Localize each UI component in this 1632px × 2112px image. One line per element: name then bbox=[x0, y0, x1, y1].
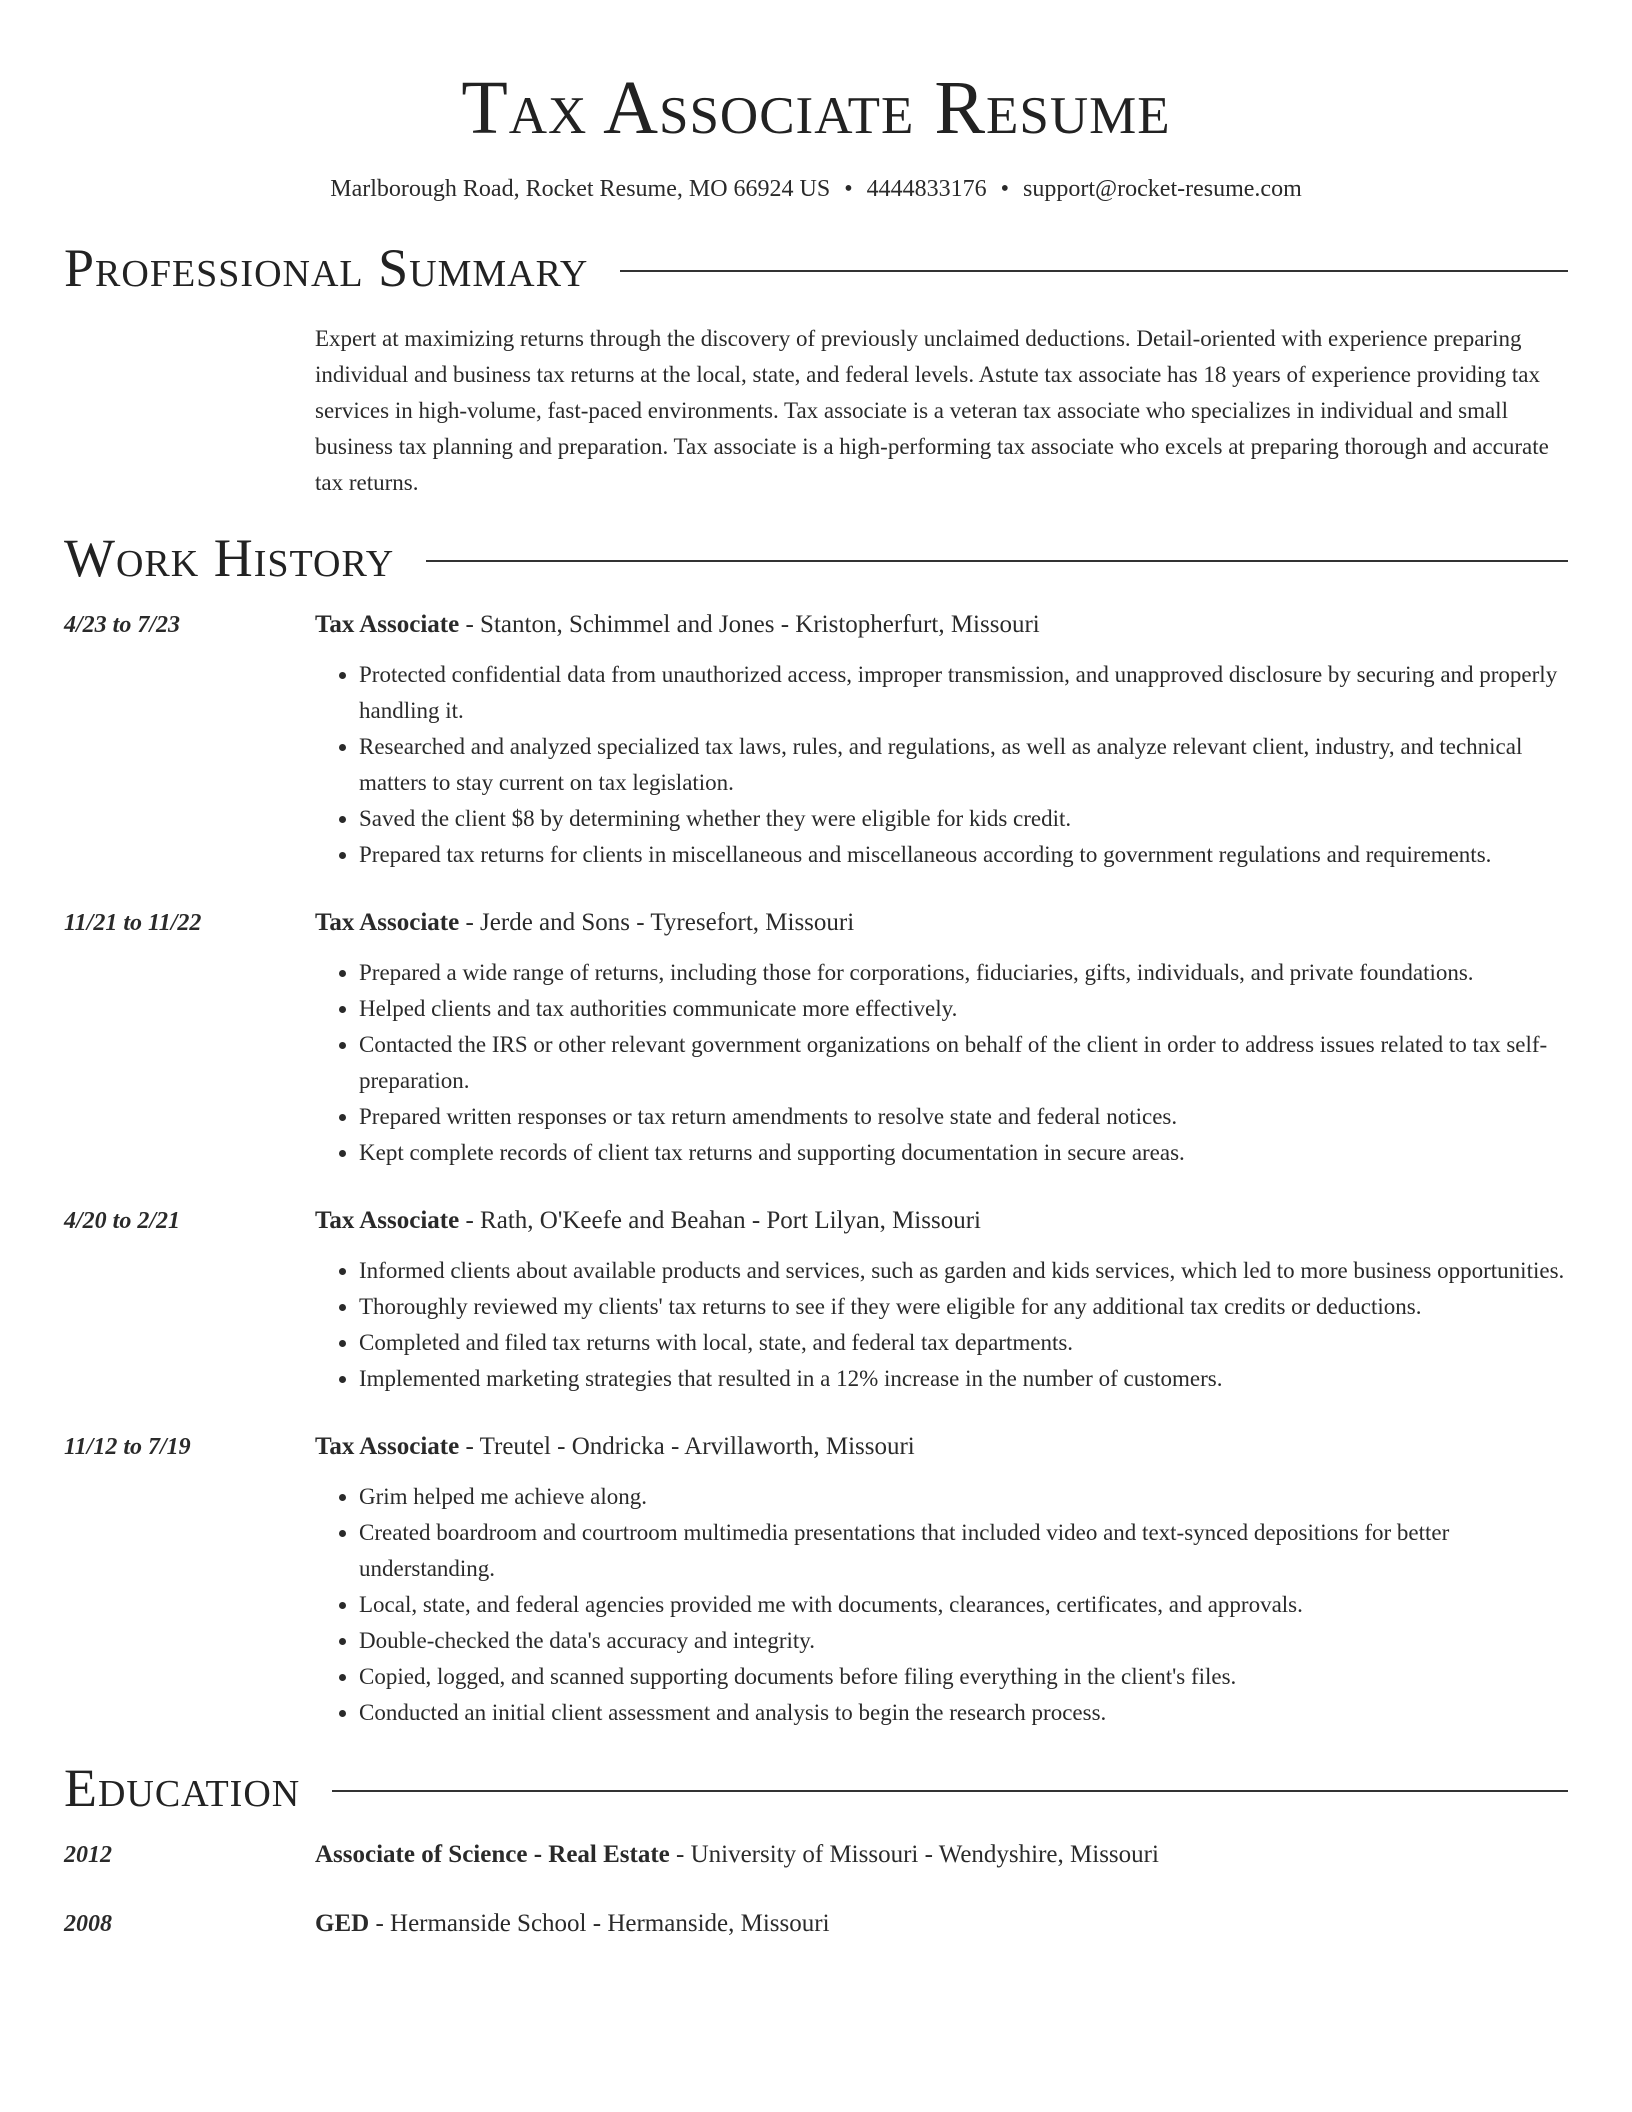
job-title: Tax Associate bbox=[315, 1433, 460, 1460]
job-bullet: • Copied, logged, and scanned supporting documents before filing everything in the client's files. bbox=[359, 1659, 1568, 1695]
job-heading bbox=[315, 1203, 1568, 1239]
job-bullet: • Helped clients and tax authorities communicate more effectively. bbox=[359, 991, 1568, 1027]
job-dates: 11/21 to 11/22 bbox=[64, 910, 202, 936]
job-bullet: • Created boardroom and courtroom multimedia presentations that included video and text-synced depositions for better understanding. bbox=[359, 1515, 1568, 1587]
job-details: - Treutel - Ondricka - Arvillaworth, Missouri bbox=[459, 1433, 915, 1460]
job-bullet: • Double-checked the data's accuracy and integrity. bbox=[359, 1623, 1568, 1659]
job-bullets bbox=[315, 1253, 1568, 1397]
summary-heading: Professional Summary bbox=[64, 238, 589, 298]
job-bullet: • Saved the client $8 by determining whether they were eligible for kids credit. bbox=[359, 801, 1568, 837]
section-divider bbox=[620, 270, 1568, 272]
job-bullets bbox=[315, 955, 1568, 1171]
work-section-header bbox=[64, 528, 1568, 588]
job-body bbox=[315, 1429, 1568, 1731]
contact-line bbox=[64, 176, 1568, 203]
job-heading bbox=[315, 607, 1568, 643]
job-bullets bbox=[315, 657, 1568, 873]
resume-title: Tax Associate Resume bbox=[461, 66, 1171, 150]
job-bullet: • Protected confidential data from unauthorized access, improper transmission, and unapproved disclosure by securing and properly handling it. bbox=[359, 657, 1568, 729]
job-bullet: • Informed clients about available products and services, such as garden and kids services, which led to more business opportunities. bbox=[359, 1253, 1568, 1289]
job-bullet: • Researched and analyzed specialized tax laws, rules, and regulations, as well as analyze relevant client, industry, and technical matters to stay current on tax legislation. bbox=[359, 729, 1568, 801]
education-section-header bbox=[64, 1758, 1568, 1818]
job-title: Tax Associate bbox=[315, 909, 460, 936]
education-heading: Education bbox=[64, 1758, 301, 1818]
job-title: Tax Associate bbox=[315, 1207, 460, 1234]
education-body bbox=[315, 1906, 1568, 1942]
job-dates: 4/20 to 2/21 bbox=[64, 1208, 181, 1234]
job-entry bbox=[64, 1203, 1568, 1397]
education-degree: GED bbox=[315, 1910, 370, 1937]
job-entry bbox=[64, 905, 1568, 1171]
section-divider bbox=[332, 1790, 1568, 1792]
summary-text: Expert at maximizing returns through the discovery of previously unclaimed deductions. Detail-oriented with experience preparing individual and business tax returns at the local, state, and federal levels. Astute tax associate has 18 years of experience providing tax services in high-volume, fast-paced environments. Tax associate is a veteran tax associate who specializes in individual and small business tax planning and preparation. Tax associate is a high-performing tax associate who excels at preparing thorough and accurate tax returns. bbox=[315, 326, 1549, 495]
education-heading-line bbox=[315, 1837, 1568, 1873]
job-bullet: • Kept complete records of client tax returns and supporting documentation in secure areas. bbox=[359, 1135, 1568, 1171]
section-divider bbox=[426, 560, 1568, 562]
job-bullet: • Local, state, and federal agencies provided me with documents, clearances, certificates, and approvals. bbox=[359, 1587, 1568, 1623]
work-heading: Work History bbox=[64, 528, 395, 588]
job-bullet: • Conducted an initial client assessment and analysis to begin the research process. bbox=[359, 1695, 1568, 1731]
job-body bbox=[315, 1203, 1568, 1397]
job-body bbox=[315, 905, 1568, 1171]
education-year: 2008 bbox=[64, 1911, 112, 1937]
job-dates: 11/12 to 7/19 bbox=[64, 1434, 191, 1460]
contact-separator: • bbox=[844, 176, 853, 202]
job-details: - Stanton, Schimmel and Jones - Kristopherfurt, Missouri bbox=[459, 611, 1040, 638]
work-history-list bbox=[64, 607, 1568, 1731]
job-bullet: • Prepared a wide range of returns, including those for corporations, fiduciaries, gifts, individuals, and private foundations. bbox=[359, 955, 1568, 991]
contact-email: support@rocket-resume.com bbox=[1023, 176, 1302, 202]
job-bullet: • Implemented marketing strategies that resulted in a 12% increase in the number of customers. bbox=[359, 1361, 1568, 1397]
education-body bbox=[315, 1837, 1568, 1873]
job-entry bbox=[64, 607, 1568, 873]
education-year: 2012 bbox=[64, 1842, 112, 1868]
job-entry bbox=[64, 1429, 1568, 1731]
contact-separator: • bbox=[1000, 176, 1010, 202]
job-bullet: • Thoroughly reviewed my clients' tax returns to see if they were eligible for any additional tax credits or deductions. bbox=[359, 1289, 1568, 1325]
job-bullet: • Grim helped me achieve along. bbox=[359, 1479, 1568, 1515]
education-heading-line bbox=[315, 1906, 1568, 1942]
job-bullet: • Prepared tax returns for clients in miscellaneous and miscellaneous according to government regulations and requirements. bbox=[359, 837, 1568, 873]
education-list bbox=[64, 1837, 1568, 1942]
job-bullet: • Completed and filed tax returns with local, state, and federal tax departments. bbox=[359, 1325, 1568, 1361]
job-bullet: • Contacted the IRS or other relevant government organizations on behalf of the client in order to address issues related to tax self-preparation. bbox=[359, 1027, 1568, 1099]
job-bullets bbox=[315, 1479, 1568, 1731]
job-bullet: • Prepared written responses or tax return amendments to resolve state and federal notices. bbox=[359, 1099, 1568, 1135]
education-degree: Associate of Science - Real Estate bbox=[315, 1841, 670, 1868]
summary-section-header bbox=[64, 238, 1568, 298]
education-details: - University of Missouri - Wendyshire, Missouri bbox=[669, 1841, 1159, 1868]
job-details: - Jerde and Sons - Tyresefort, Missouri bbox=[459, 909, 855, 936]
education-entry bbox=[64, 1837, 1568, 1873]
contact-address: Marlborough Road, Rocket Resume, MO 66924 US bbox=[330, 176, 831, 202]
job-heading bbox=[315, 905, 1568, 941]
job-title: Tax Associate bbox=[315, 611, 460, 638]
education-details: - Hermanside School - Hermanside, Missouri bbox=[369, 1910, 830, 1937]
job-heading bbox=[315, 1429, 1568, 1465]
job-details: - Rath, O'Keefe and Beahan - Port Lilyan, Missouri bbox=[459, 1207, 981, 1234]
job-body bbox=[315, 607, 1568, 873]
education-entry bbox=[64, 1906, 1568, 1942]
job-dates: 4/23 to 7/23 bbox=[64, 612, 181, 638]
contact-phone: 4444833176 bbox=[866, 176, 987, 202]
